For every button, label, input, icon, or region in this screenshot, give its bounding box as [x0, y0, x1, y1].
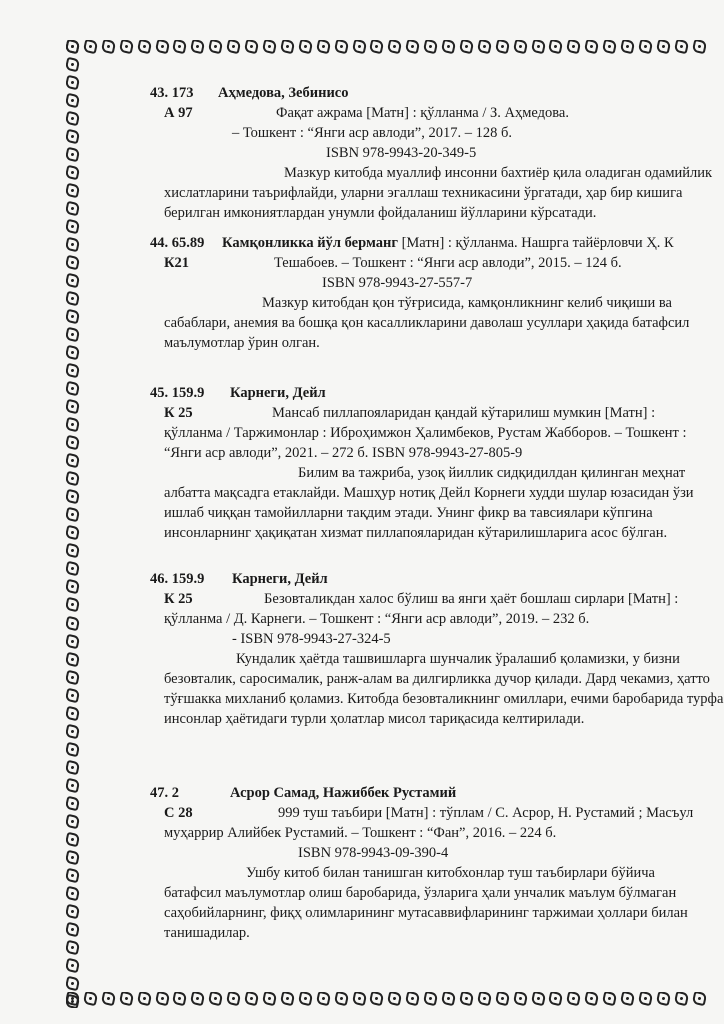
ornament-icon	[674, 992, 689, 1006]
entry-number: 45. 159.9	[150, 385, 205, 401]
ornament-icon	[154, 40, 169, 54]
ornament-icon	[66, 958, 80, 973]
ornament-icon	[315, 992, 330, 1006]
ornament-icon	[66, 687, 80, 702]
ornament-icon	[369, 40, 384, 54]
ornament-icon	[620, 992, 635, 1006]
entry-line: – Тошкент : “Янги аср авлоди”, 2017. – 128 б.	[232, 125, 512, 141]
entry-isbn: ISBN 978-9943-20-349-5	[326, 145, 477, 161]
entry-line: қўлланма / Д. Карнеги. – Тошкент : “Янги аср авлоди”, 2019. – 232 б.	[164, 611, 590, 627]
ornament-icon	[441, 40, 456, 54]
entry-title-rest: [Матн] : қўлланма. Нашрга тайёрловчи Ҳ. К	[397, 235, 674, 251]
ornament-icon	[602, 40, 617, 54]
ornament-icon	[548, 40, 563, 54]
entry-line: Тешабоев. – Тошкент : “Янги аср авлоди”, 2015. – 124 б.	[274, 255, 622, 271]
ornament-icon	[333, 992, 348, 1006]
ornament-icon	[638, 40, 653, 54]
ornament-icon	[692, 992, 706, 1006]
ornament-icon	[566, 40, 581, 54]
ornament-icon	[530, 40, 545, 54]
ornament-border-top	[66, 40, 706, 56]
entry-line: муҳаррир Алийбек Рустамий. – Тошкент : “Фан”, 2016. – 224 б.	[164, 825, 557, 841]
ornament-icon	[66, 579, 80, 594]
ornament-icon	[66, 615, 80, 630]
ornament-icon	[584, 992, 599, 1006]
entry-line: 999 туш таъбири [Матн] : тўплам / С. Асрор, Н. Рустамий ; Масъул	[278, 805, 694, 821]
ornament-icon	[495, 992, 510, 1006]
ornament-icon	[66, 453, 80, 468]
entry-line: албатта мақсадга етаклайди. Машҳур нотиқ Дейл Корнеги худди шулар юзасидан ўзи	[164, 485, 694, 501]
ornament-icon	[387, 40, 402, 54]
entry-title	[222, 234, 674, 253]
ornament-icon	[548, 992, 563, 1006]
entry-line: Безовталикдан халос бўлиш ва янги ҳаёт бошлаш сирлари [Матн] :	[264, 591, 679, 607]
ornament-icon	[66, 813, 80, 828]
ornament-icon	[66, 399, 80, 414]
entry-line: саҳобийларнинг, фиқҳ олимларининг мутасаввифларининг таржимаи ҳоллари билан	[164, 905, 688, 921]
entry-title-bold: Камқонликка йўл берманг	[222, 235, 398, 251]
ornament-icon	[66, 471, 80, 486]
ornament-icon	[66, 255, 80, 270]
entry-line: инсонларнинг ҳақиқатан хизмат пиллапояларидан кўтарилишларига асос бўлган.	[164, 525, 668, 541]
ornament-icon	[66, 795, 80, 810]
ornament-icon	[692, 40, 706, 54]
ornament-icon	[226, 40, 241, 54]
entry-line: қўлланма / Таржимонлар : Иброҳимжон Ҳалимбеков, Рустам Жабборов. – Тошкент :	[164, 425, 687, 441]
ornament-icon	[66, 741, 80, 756]
ornament-icon	[66, 75, 80, 90]
ornament-icon	[280, 40, 295, 54]
ornament-icon	[154, 992, 169, 1006]
ornament-icon	[66, 723, 80, 738]
ornament-icon	[66, 597, 80, 612]
entry-line: Кундалик ҳаётда ташвишларга шунчалик ўралашиб қоламизки, у бизни	[236, 651, 680, 667]
entry-isbn: - ISBN 978-9943-27-324-5	[232, 631, 391, 647]
ornament-icon	[66, 705, 80, 720]
ornament-icon	[387, 992, 402, 1006]
ornament-icon	[101, 40, 116, 54]
ornament-icon	[405, 40, 420, 54]
entry-code: А 97	[164, 105, 193, 121]
entry-number: 47. 2	[150, 785, 179, 801]
ornament-icon	[638, 992, 653, 1006]
entry-line: тўғшакка михланиб қоламиз. Китобда безовталикнинг омиллари, ечими баробарида турфа	[164, 691, 724, 707]
entry-line: берилган имкониятлардан унумли фойдаланиш йўлларини кўрсатади.	[164, 205, 597, 221]
ornament-icon	[512, 992, 527, 1006]
ornament-icon	[83, 40, 98, 54]
ornament-icon	[136, 40, 151, 54]
ornament-icon	[66, 561, 80, 576]
entry-line: хислатларини таърифлайди, уларни эгаллаш техникасини ўргатади, ҳар бир кишига	[164, 185, 683, 201]
ornament-icon	[656, 40, 671, 54]
ornament-icon	[66, 363, 80, 378]
entry-number: 44. 65.89	[150, 235, 205, 251]
ornament-icon	[66, 633, 80, 648]
ornament-icon	[66, 992, 80, 1006]
ornament-icon	[333, 40, 348, 54]
ornament-icon	[66, 183, 80, 198]
ornament-icon	[66, 165, 80, 180]
ornament-icon	[66, 57, 80, 72]
ornament-icon	[208, 40, 223, 54]
ornament-icon	[674, 40, 689, 54]
ornament-icon	[66, 489, 80, 504]
ornament-icon	[66, 381, 80, 396]
ornament-icon	[66, 345, 80, 360]
ornament-icon	[656, 992, 671, 1006]
ornament-icon	[66, 129, 80, 144]
ornament-icon	[66, 93, 80, 108]
entry-author: Карнеги, Дейл	[230, 385, 326, 401]
ornament-icon	[190, 40, 205, 54]
ornament-icon	[66, 201, 80, 216]
ornament-icon	[66, 435, 80, 450]
ornament-icon	[315, 40, 330, 54]
entry-code: С 28	[164, 805, 193, 821]
entry-author: Асрор Самад, Нажиббек Рустамий	[230, 785, 457, 801]
ornament-icon	[512, 40, 527, 54]
ornament-icon	[66, 886, 80, 901]
ornament-icon	[172, 992, 187, 1006]
ornament-icon	[66, 922, 80, 937]
entry-line: Мансаб пиллапояларидан қандай кўтарилиш мумкин [Матн] :	[272, 405, 656, 421]
ornament-icon	[244, 40, 259, 54]
entry-code: К21	[164, 255, 190, 271]
ornament-icon	[566, 992, 581, 1006]
ornament-icon	[66, 849, 80, 864]
ornament-icon	[405, 992, 420, 1006]
ornament-icon	[351, 992, 366, 1006]
ornament-icon	[477, 992, 492, 1006]
ornament-icon	[208, 992, 223, 1006]
ornament-icon	[66, 940, 80, 955]
ornament-icon	[190, 992, 205, 1006]
entry-isbn: ISBN 978-9943-27-557-7	[322, 275, 473, 291]
ornament-icon	[66, 525, 80, 540]
ornament-icon	[66, 417, 80, 432]
ornament-icon	[495, 40, 510, 54]
entry-line: Билим ва тажриба, узоқ йиллик сидқидилдан қилинган меҳнат	[298, 465, 686, 481]
entry-line: танишадилар.	[164, 925, 250, 941]
ornament-icon	[66, 273, 80, 288]
ornament-icon	[423, 992, 438, 1006]
ornament-icon	[101, 992, 116, 1006]
ornament-icon	[351, 40, 366, 54]
entry-line: маълумотлар ўрин олган.	[164, 335, 320, 351]
entry-line: “Янги аср авлоди”, 2021. – 272 б. ISBN 978-9943-27-805-9	[164, 445, 523, 461]
entry-author: Аҳмедова, Зебинисо	[218, 85, 349, 101]
entry-line: ишлаб чиққан тамойилларни тақдим этади. Унинг фикр ва тавсиялари кўпгина	[164, 505, 653, 521]
entry-code: К 25	[164, 591, 193, 607]
ornament-icon	[477, 40, 492, 54]
ornament-icon	[172, 40, 187, 54]
ornament-icon	[66, 669, 80, 684]
entry-number: 43. 173	[150, 85, 194, 101]
ornament-icon	[66, 237, 80, 252]
ornament-icon	[280, 992, 295, 1006]
ornament-icon	[66, 309, 80, 324]
ornament-icon	[66, 147, 80, 162]
ornament-icon	[262, 992, 277, 1006]
ornament-icon	[530, 992, 545, 1006]
ornament-icon	[584, 40, 599, 54]
ornament-icon	[298, 992, 313, 1006]
ornament-icon	[66, 219, 80, 234]
ornament-icon	[66, 40, 80, 54]
ornament-icon	[66, 976, 80, 991]
ornament-icon	[119, 992, 134, 1006]
ornament-icon	[602, 992, 617, 1006]
ornament-icon	[66, 777, 80, 792]
entry-author: Карнеги, Дейл	[232, 571, 328, 587]
ornament-icon	[459, 992, 474, 1006]
entry-code: К 25	[164, 405, 193, 421]
ornament-icon	[423, 40, 438, 54]
entry-line: инсонлар ҳаётидаги турли ҳолатлар мисол тариқасида келтирилади.	[164, 711, 585, 727]
entry-line: Мазкур китобда муаллиф инсонни бахтиёр қила оладиган одамийлик	[284, 165, 713, 181]
ornament-icon	[83, 992, 98, 1006]
ornament-icon	[119, 40, 134, 54]
ornament-icon	[459, 40, 474, 54]
entry-line: Ушбу китоб билан танишган китобхонлар туш таъбирлари бўйича	[246, 865, 655, 881]
entry-line: сабаблари, анемия ва бошқа қон касалликларини даволаш усуллари ҳақида батафсил	[164, 315, 690, 331]
ornament-icon	[66, 868, 80, 883]
ornament-border-bottom	[66, 992, 706, 1008]
entry-line: Мазкур китобдан қон тўғрисида, камқонликнинг келиб чиқиши ва	[262, 295, 672, 311]
ornament-icon	[66, 291, 80, 306]
ornament-icon	[620, 40, 635, 54]
entry-line: Фақат ажрама [Матн] : қўлланма / З. Аҳмедова.	[276, 105, 569, 121]
ornament-icon	[66, 759, 80, 774]
ornament-icon	[369, 992, 384, 1006]
ornament-icon	[441, 992, 456, 1006]
ornament-border-left	[66, 40, 82, 1008]
ornament-icon	[136, 992, 151, 1006]
ornament-icon	[262, 40, 277, 54]
ornament-icon	[66, 507, 80, 522]
ornament-icon	[66, 831, 80, 846]
entry-number: 46. 159.9	[150, 571, 205, 587]
entry-line: батафсил маълумотлар олиш баробарида, ўзларига ҳали унчалик маълум бўлмаган	[164, 885, 677, 901]
ornament-icon	[66, 651, 80, 666]
entry-isbn: ISBN 978-9943-09-390-4	[298, 845, 449, 861]
ornament-icon	[298, 40, 313, 54]
ornament-icon	[244, 992, 259, 1006]
ornament-icon	[66, 904, 80, 919]
ornament-icon	[66, 327, 80, 342]
entry-line: безовталик, саросималик, ранж-алам ва дилгирликка дучор қилади. Дард чекамиз, ҳатто	[164, 671, 710, 687]
ornament-icon	[66, 111, 80, 126]
ornament-icon	[226, 992, 241, 1006]
ornament-icon	[66, 543, 80, 558]
